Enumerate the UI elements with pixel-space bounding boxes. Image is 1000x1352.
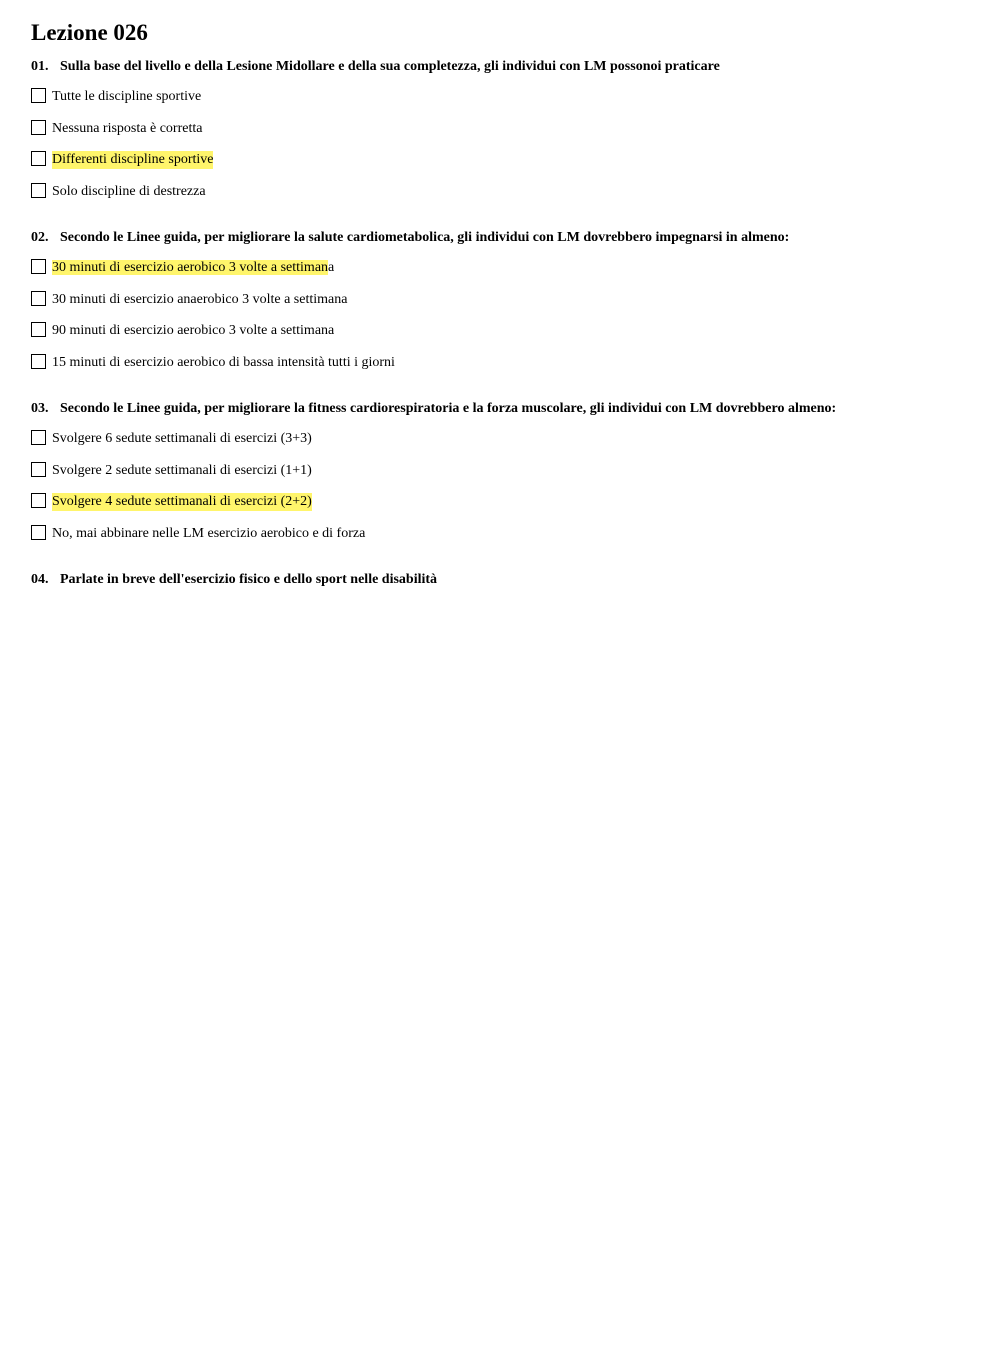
answer-text: Svolgere 6 sedute settimanali di esercizi (3+3): [52, 431, 312, 446]
question-spacer: [31, 214, 980, 229]
question-text: [31, 400, 980, 417]
checkbox-icon[interactable]: [31, 120, 46, 135]
question-02: [31, 229, 980, 372]
answer-option[interactable]: [31, 430, 980, 448]
checkbox-icon[interactable]: [31, 493, 46, 508]
question-number: 02.: [31, 230, 49, 245]
checkbox-icon[interactable]: [31, 462, 46, 477]
answer-text-tail: a: [328, 260, 335, 275]
question-text: [31, 571, 980, 588]
answer-text: 15 minuti di esercizio aerobico di bassa intensità tutti i giorni: [52, 354, 395, 370]
question-spacer: [31, 556, 980, 571]
checkbox-icon[interactable]: [31, 88, 46, 103]
answer-text: Nessuna risposta è corretta: [52, 120, 203, 136]
answer-option[interactable]: [31, 462, 980, 480]
answer-text: Solo discipline di destrezza: [52, 183, 206, 199]
question-text: [31, 229, 980, 246]
answer-option[interactable]: [31, 354, 980, 372]
answer-option[interactable]: [31, 291, 980, 309]
answer-option[interactable]: [31, 88, 980, 106]
answer-text-highlighted: Svolgere 4 sedute settimanali di esercizi (2+2): [52, 494, 312, 509]
answer-text: Svolgere 2 sedute settimanali di esercizi (1+1): [52, 462, 312, 478]
answer-text: Tutte le discipline sportive: [52, 89, 202, 104]
question-number: 01.: [31, 59, 49, 74]
answer-option[interactable]: [31, 120, 980, 138]
answer-option[interactable]: [31, 525, 980, 543]
checkbox-icon[interactable]: [31, 525, 46, 540]
question-label: Sulla base del livello e della Lesione Midollare e della sua completezza, gli individui con LM possonoi praticare: [60, 59, 720, 74]
checkbox-icon[interactable]: [31, 430, 46, 445]
checkbox-icon[interactable]: [31, 291, 46, 306]
answer-option-highlighted[interactable]: [31, 259, 980, 277]
answer-option[interactable]: [31, 183, 980, 201]
answer-text: 30 minuti di esercizio anaerobico 3 volte a settimana: [52, 291, 348, 307]
answer-text: 90 minuti di esercizio aerobico 3 volte a settimana: [52, 323, 335, 338]
question-01: [31, 58, 980, 201]
checkbox-icon[interactable]: [31, 151, 46, 166]
question-label: Parlate in breve dell'esercizio fisico e dello sport nelle disabilità: [60, 572, 438, 587]
question-number: 03.: [31, 401, 49, 416]
question-spacer: [31, 385, 980, 400]
question-label: Secondo le Linee guida, per migliorare la fitness cardiorespiratoria e la forza muscolare, gli individui con LM dovrebbero almeno:: [60, 401, 837, 416]
answer-text-highlighted: Differenti discipline sportive: [52, 152, 214, 167]
lesson-title: Lezione 026: [31, 20, 148, 45]
answer-text-highlighted: 30 minuti di esercizio aerobico 3 volte a settiman: [52, 260, 329, 275]
question-number: 04.: [31, 572, 49, 587]
answer-text-wrapper: [52, 259, 334, 277]
answer-option-highlighted[interactable]: [31, 493, 980, 511]
document-page: [31, 18, 980, 601]
answer-option[interactable]: [31, 322, 980, 340]
answer-option-highlighted[interactable]: [31, 151, 980, 169]
checkbox-icon[interactable]: [31, 354, 46, 369]
question-text: [31, 58, 980, 75]
checkbox-icon[interactable]: [31, 259, 46, 274]
answer-text: No, mai abbinare nelle LM esercizio aerobico e di forza: [52, 525, 366, 541]
question-04: [31, 571, 980, 588]
question-label: Secondo le Linee guida, per migliorare la salute cardiometabolica, gli individui con LM dovrebbero impegnarsi in almeno:: [60, 230, 790, 245]
checkbox-icon[interactable]: [31, 183, 46, 198]
checkbox-icon[interactable]: [31, 322, 46, 337]
question-03: [31, 400, 980, 543]
